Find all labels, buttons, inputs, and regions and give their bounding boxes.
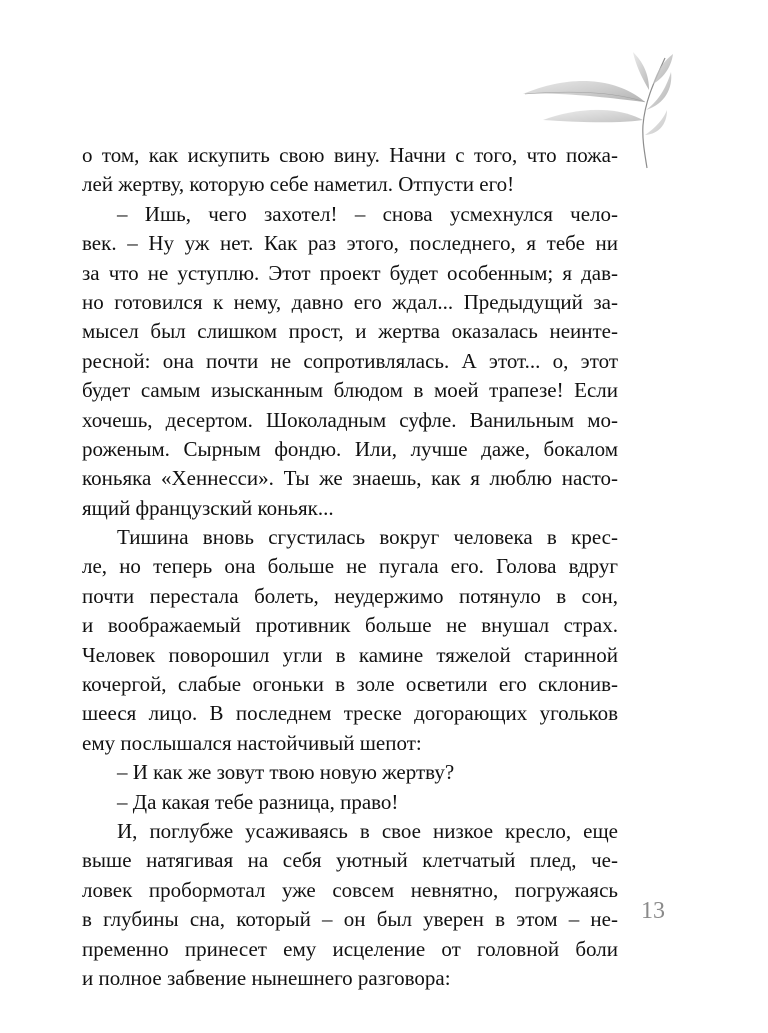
text-line: лей жертву, которую себе наметил. Отпусти его!: [82, 172, 515, 197]
text-line: мысел был слишком прост, и жертва оказалась неинте-: [82, 319, 618, 344]
body-text: [82, 141, 618, 993]
text-line: пременно принесет ему исцеление от головной боли: [82, 936, 618, 961]
text-line: Человек поворошил угли в камине тяжелой старинной: [82, 642, 618, 667]
text-line: – И как же зовут твою новую жертву?: [117, 760, 455, 785]
text-line: Тишина вновь сгустилась вокруг человека в крес-: [117, 525, 618, 550]
text-line: – Ишь, чего захотел! – снова усмехнулся чело-: [117, 201, 618, 226]
text-line: хочешь, десертом. Шоколадным суфле. Ванильным мо-: [82, 407, 618, 432]
text-line: роженым. Сырным фондю. Или, лучше даже, бокалом: [82, 436, 618, 461]
text-line: о том, как искупить свою вину. Начни с того, что пожа-: [82, 143, 618, 167]
text-line: – Да какая тебе разница, право!: [117, 789, 399, 814]
text-line: почти перестала болеть, неудержимо потянуло в сон,: [82, 583, 618, 608]
text-line: ловек пробормотал уже совсем невнятно, погружаясь: [82, 877, 618, 902]
text-line: будет самым изысканным блюдом в моей трапезе! Если: [82, 378, 618, 403]
text-line: выше натягивая на себя уютный клетчатый плед, че-: [82, 848, 618, 873]
text-line: и полное забвение нынешнего разговора:: [82, 965, 451, 990]
text-line: ему послышался настойчивый шепот:: [82, 730, 422, 755]
text-line: в глубины сна, который – он был уверен в этом – не-: [82, 907, 618, 932]
text-line: И, поглубже усаживаясь в свое низкое кресло, еще: [117, 818, 618, 843]
text-line: ресной: она почти не сопротивлялась. А этот... о, этот: [82, 348, 618, 373]
text-line: кочергой, слабые огоньки в золе осветили его склонив-: [82, 672, 618, 697]
text-line: и воображаемый противник больше не внушал страх.: [82, 613, 618, 638]
text-line: но готовился к нему, давно его ждал... Предыдущий за-: [82, 289, 618, 314]
text-line: ле, но теперь она больше не пугала его. Голова вдруг: [82, 554, 618, 579]
text-line: за что не уступлю. Этот проект будет особенным; я дав-: [82, 260, 618, 285]
text-line: шееся лицо. В последнем треске догорающих угольков: [82, 701, 618, 726]
text-line: ящий французский коньяк...: [82, 495, 334, 520]
text-line: век. – Ну уж нет. Как раз этого, последнего, я тебе ни: [82, 231, 618, 256]
text-line: коньяка «Хеннесси». Ты же знаешь, как я люблю насто-: [82, 466, 618, 491]
page-number: 13: [641, 898, 665, 924]
